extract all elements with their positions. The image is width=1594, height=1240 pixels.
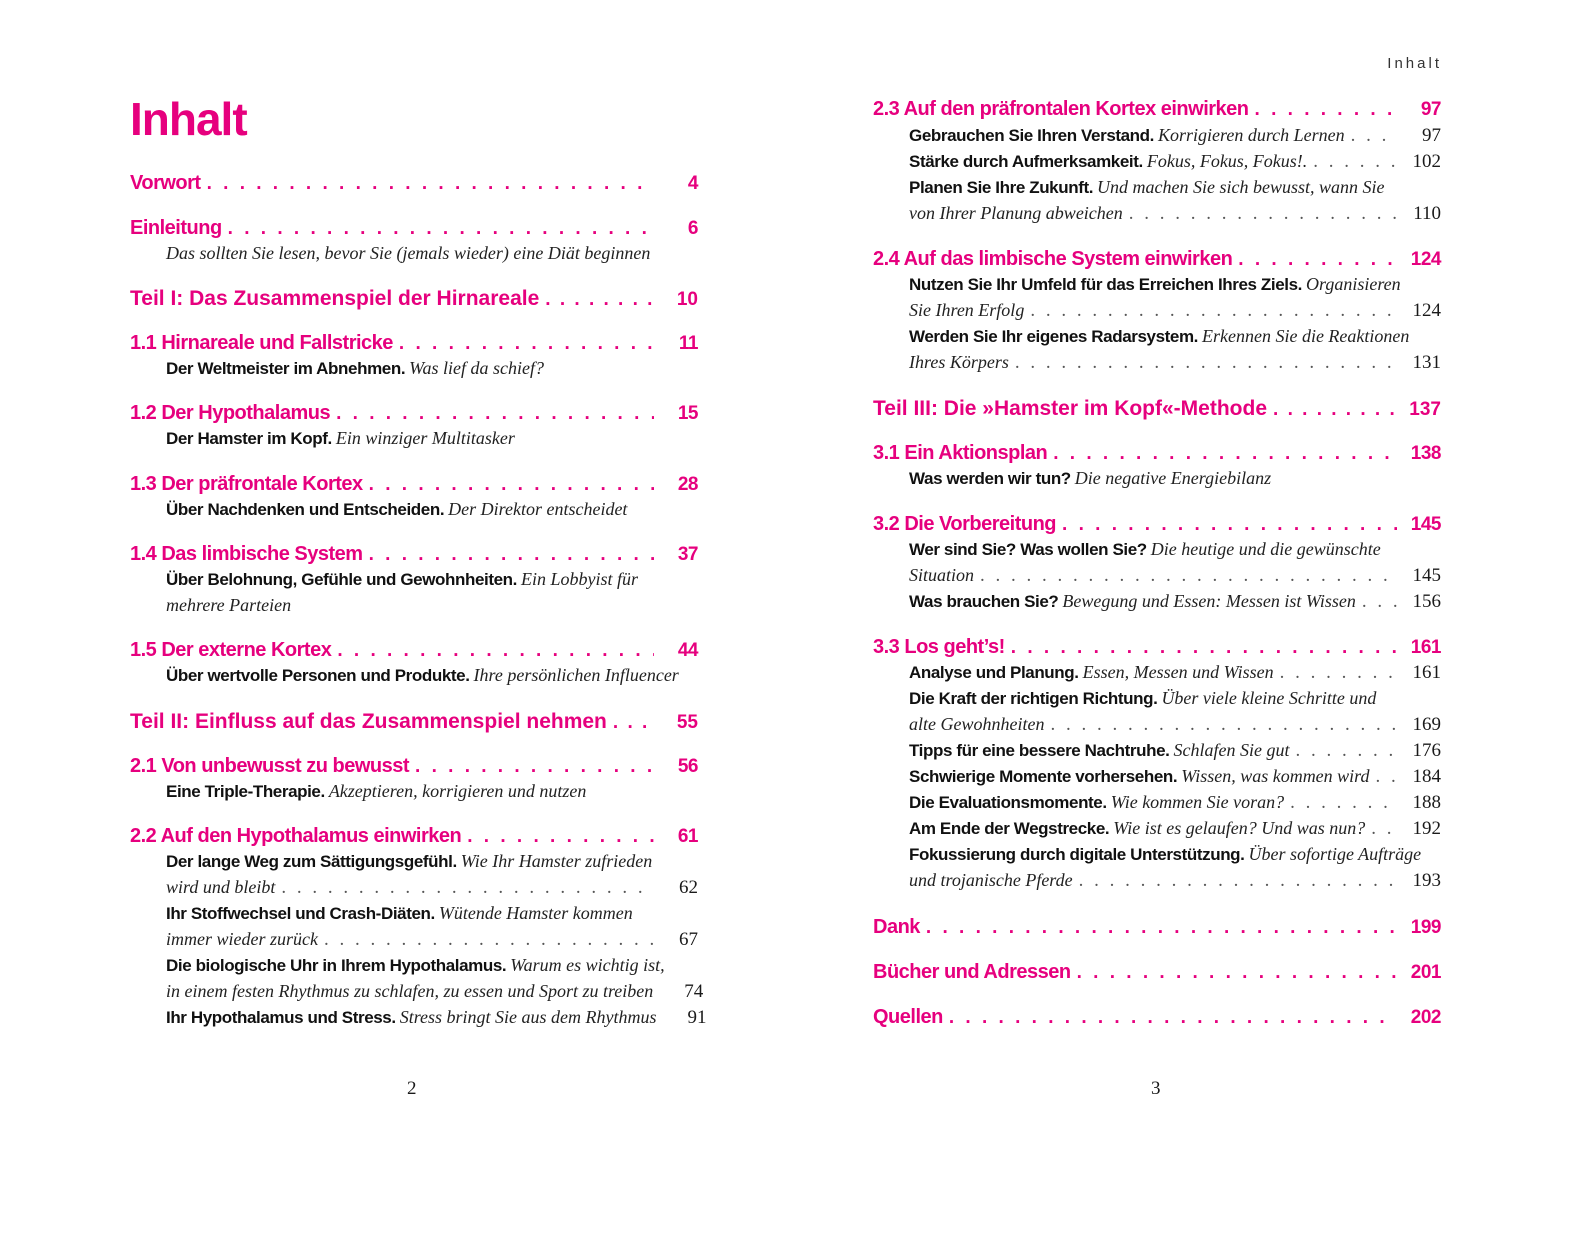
subentry-title: Stärke durch Aufmerksamkeit. xyxy=(909,152,1143,171)
toc-chapter-entry[interactable] xyxy=(130,543,698,569)
toc-right-column xyxy=(873,0,1441,1060)
subentry-subtitle: Ihre persönlichen Influencer xyxy=(473,665,679,685)
leader-dots xyxy=(1238,249,1397,271)
subentry-subtitle: Der Direktor entscheidet xyxy=(448,499,628,519)
toc-subentry-continuation[interactable] xyxy=(873,203,1441,229)
leader-dots xyxy=(1050,714,1397,736)
subentry-subtitle: Und machen Sie sich bewusst, wann Sie xyxy=(1097,177,1385,197)
subentry-text: in einem festen Rhythmus zu schlafen, zu essen und Sport zu treiben xyxy=(166,981,654,1001)
toc-chapter-entry[interactable] xyxy=(130,755,698,781)
leader-dots xyxy=(1280,662,1397,684)
entry-label: 2.2 Auf den Hypothalamus einwirken xyxy=(130,825,462,847)
subentry-subtitle: Über sofortige Aufträge xyxy=(1248,844,1422,864)
subentry-title: Am Ende der Wegstrecke. xyxy=(909,819,1110,838)
entry-page: 110 xyxy=(1413,203,1441,224)
toc-subentry[interactable] xyxy=(873,539,1441,565)
entry-page: 176 xyxy=(1412,740,1441,761)
leader-dots xyxy=(228,218,654,240)
toc-subentry[interactable] xyxy=(873,591,1441,617)
entry-label: 1.3 Der präfrontale Kortex xyxy=(130,473,363,495)
subentry-title: Die Kraft der richtigen Richtung. xyxy=(909,689,1158,708)
entry-page: 201 xyxy=(1410,962,1441,983)
subentry-title: Tipps für eine bessere Nachtruhe. xyxy=(909,741,1170,760)
entry-page: 184 xyxy=(1412,766,1441,787)
leader-dots xyxy=(467,826,654,848)
toc-subentry-continuation[interactable] xyxy=(130,929,698,955)
entry-page: 44 xyxy=(677,640,698,661)
subentry-title: Was brauchen Sie? xyxy=(909,592,1059,611)
leader-dots xyxy=(1362,591,1397,613)
entry-label: 3.3 Los geht’s! xyxy=(873,636,1005,658)
subentry-title: Die biologische Uhr in Ihrem Hypothalamus. xyxy=(166,956,507,975)
toc-subentry[interactable] xyxy=(130,1007,707,1033)
entry-page: 145 xyxy=(1410,514,1441,535)
leader-dots xyxy=(1079,870,1397,892)
entry-page: 202 xyxy=(1410,1007,1441,1028)
entry-label: Bücher und Adressen xyxy=(873,961,1071,983)
toc-subentry-continuation[interactable] xyxy=(873,714,1441,740)
toc-subentry[interactable] xyxy=(873,177,1441,203)
subentry-subtitle: Stress bringt Sie aus dem Rhythmus xyxy=(399,1007,657,1027)
toc-subentry[interactable] xyxy=(130,851,698,877)
toc-subentry[interactable] xyxy=(130,358,698,384)
toc-chapter-entry[interactable] xyxy=(873,248,1441,274)
leader-dots xyxy=(337,640,654,662)
toc-subentry-continuation[interactable] xyxy=(873,565,1441,591)
entry-label: Teil I: Das Zusammenspiel der Hirnareale xyxy=(130,287,540,310)
entry-label: 1.1 Hirnareale und Fallstricke xyxy=(130,332,393,354)
toc-chapter-entry[interactable] xyxy=(130,639,698,665)
subentry-subtitle: Über viele kleine Schritte und xyxy=(1161,688,1377,708)
toc-subentry[interactable] xyxy=(873,125,1441,151)
toc-chapter-entry[interactable] xyxy=(873,98,1441,124)
entry-page: 192 xyxy=(1412,818,1441,839)
entry-label: Einleitung xyxy=(130,217,222,239)
entry-label: Vorwort xyxy=(130,172,201,194)
subentry-subtitle: Die heutige und die gewünschte xyxy=(1150,539,1381,559)
page-number-right: 3 xyxy=(1151,1078,1161,1099)
subentry-subtitle: Organisieren xyxy=(1305,274,1401,294)
toc-chapter-entry[interactable] xyxy=(130,172,698,198)
subentry-subtitle: Korrigieren durch Lernen xyxy=(1157,125,1345,145)
entry-page: 74 xyxy=(684,981,704,1002)
toc-subentry[interactable] xyxy=(130,499,698,525)
toc-chapter-entry[interactable] xyxy=(873,1006,1441,1032)
subentry-title: Der lange Weg zum Sättigungsgefühl. xyxy=(166,852,457,871)
toc-subentry[interactable] xyxy=(873,818,1441,844)
toc-subentry[interactable] xyxy=(130,955,698,981)
entry-label: Quellen xyxy=(873,1006,943,1028)
toc-subentry[interactable] xyxy=(873,662,1441,688)
toc-subentry[interactable] xyxy=(873,326,1441,352)
entry-label: 1.5 Der externe Kortex xyxy=(130,639,332,661)
leader-dots xyxy=(415,756,654,778)
leader-dots xyxy=(1255,99,1397,121)
leader-dots xyxy=(1030,300,1397,322)
leader-dots xyxy=(324,929,654,951)
entry-label: Dank xyxy=(873,916,920,938)
subentry-subtitle: Ein winziger Multitasker xyxy=(335,428,515,448)
entry-page: 62 xyxy=(679,877,698,898)
toc-subentry-continuation[interactable] xyxy=(130,595,698,621)
entry-page: 138 xyxy=(1410,443,1441,464)
subentry-text: Das sollten Sie lesen, bevor Sie (jemals wieder) eine Diät beginnen xyxy=(166,243,651,263)
entry-page: 199 xyxy=(1410,917,1441,938)
leader-dots xyxy=(1011,637,1397,659)
leader-dots xyxy=(1295,740,1397,762)
toc-subentry[interactable] xyxy=(873,688,1441,714)
entry-page: 15 xyxy=(677,403,698,424)
subentry-text: alte Gewohnheiten xyxy=(909,714,1045,734)
subentry-subtitle: Was lief da schief? xyxy=(409,358,544,378)
leader-dots xyxy=(545,289,654,311)
subentry-subtitle: Wie kommen Sie voran? xyxy=(1110,792,1285,812)
toc-subentry[interactable] xyxy=(873,151,1441,177)
leader-dots xyxy=(1015,352,1397,374)
toc-subentry[interactable] xyxy=(873,468,1441,494)
toc-part-entry[interactable] xyxy=(873,397,1441,423)
leader-dots xyxy=(1351,125,1397,147)
entry-page: 97 xyxy=(1422,125,1441,146)
toc-subentry-continuation[interactable] xyxy=(873,870,1441,896)
entry-page: 10 xyxy=(676,289,698,310)
subentry-subtitle: Erkennen Sie die Reaktionen xyxy=(1201,326,1410,346)
toc-subentry[interactable] xyxy=(130,569,698,595)
leader-dots xyxy=(926,917,1397,939)
subentry-title: Der Hamster im Kopf. xyxy=(166,429,332,448)
entry-page: 28 xyxy=(677,474,698,495)
page-title: Inhalt xyxy=(130,93,247,145)
toc-subentry[interactable] xyxy=(873,766,1441,792)
toc-subentry[interactable] xyxy=(130,781,698,807)
subentry-text: Sie Ihren Erfolg xyxy=(909,300,1025,320)
entry-page: 11 xyxy=(678,333,698,354)
leader-dots xyxy=(949,1007,1397,1029)
leader-dots xyxy=(1371,818,1397,840)
leader-dots xyxy=(369,474,654,496)
entry-page: 61 xyxy=(677,826,698,847)
entry-label: 1.4 Das limbische System xyxy=(130,543,363,565)
subentry-title: Über Belohnung, Gefühle und Gewohnheiten. xyxy=(166,570,517,589)
leader-dots xyxy=(1129,203,1397,225)
subentry-subtitle: Wütende Hamster kommen xyxy=(438,903,633,923)
toc-chapter-entry[interactable] xyxy=(873,442,1441,468)
subentry-subtitle: Warum es wichtig ist, xyxy=(510,955,665,975)
subentry-title: Planen Sie Ihre Zukunft. xyxy=(909,178,1094,197)
leader-dots xyxy=(980,565,1397,587)
toc-subentry-continuation[interactable] xyxy=(873,300,1441,326)
subentry-text: und trojanische Pferde xyxy=(909,870,1073,890)
entry-label: Teil III: Die »Hamster im Kopf«-Methode xyxy=(873,397,1268,420)
toc-chapter-entry[interactable] xyxy=(130,825,698,851)
toc-subentry-continuation[interactable] xyxy=(130,243,698,269)
leader-dots xyxy=(1062,514,1397,536)
subentry-title: Werden Sie Ihr eigenes Radarsystem. xyxy=(909,327,1198,346)
toc-subentry-continuation[interactable] xyxy=(873,352,1441,378)
leader-dots xyxy=(1313,151,1397,173)
entry-label: 2.3 Auf den präfrontalen Kortex einwirken xyxy=(873,98,1249,120)
subentry-subtitle: Essen, Messen und Wissen xyxy=(1082,662,1274,682)
entry-label: 2.4 Auf das limbische System einwirken xyxy=(873,248,1233,270)
subentry-text: von Ihrer Planung abweichen xyxy=(909,203,1123,223)
toc-subentry[interactable] xyxy=(873,792,1441,818)
entry-page: 37 xyxy=(677,544,698,565)
entry-page: 193 xyxy=(1412,870,1441,891)
subentry-title: Gebrauchen Sie Ihren Verstand. xyxy=(909,126,1154,145)
toc-subentry[interactable] xyxy=(873,274,1441,300)
leader-dots xyxy=(281,877,654,899)
toc-subentry[interactable] xyxy=(873,844,1441,870)
toc-subentry[interactable] xyxy=(130,428,698,454)
entry-page: 97 xyxy=(1420,99,1441,120)
subentry-title: Über wertvolle Personen und Produkte. xyxy=(166,666,470,685)
entry-page: 131 xyxy=(1412,352,1441,373)
entry-page: 56 xyxy=(677,756,698,777)
leader-dots xyxy=(369,544,654,566)
entry-page: 67 xyxy=(679,929,698,950)
toc-chapter-entry[interactable] xyxy=(130,217,698,243)
entry-page: 161 xyxy=(1412,662,1441,683)
entry-label: 3.2 Die Vorbereitung xyxy=(873,513,1057,535)
leader-dots xyxy=(1376,766,1397,788)
entry-page: 124 xyxy=(1410,249,1441,270)
subentry-subtitle: Fokus, Fokus, Fokus!. xyxy=(1146,151,1308,171)
entry-page: 102 xyxy=(1412,151,1441,172)
subentry-title: Eine Triple-Therapie. xyxy=(166,782,325,801)
toc-chapter-entry[interactable] xyxy=(873,513,1441,539)
subentry-subtitle: Schlafen Sie gut xyxy=(1173,740,1290,760)
entry-page: 4 xyxy=(687,173,698,194)
leader-dots xyxy=(1053,443,1397,465)
entry-page: 188 xyxy=(1412,792,1441,813)
toc-chapter-entry[interactable] xyxy=(873,961,1441,987)
leader-dots xyxy=(399,333,654,355)
entry-label: Teil II: Einfluss auf das Zusammenspiel nehmen xyxy=(130,710,607,733)
page-number-left: 2 xyxy=(407,1078,417,1099)
subentry-subtitle: Wie ist es gelaufen? Und was nun? xyxy=(1113,818,1366,838)
entry-page: 156 xyxy=(1412,591,1441,612)
leader-dots xyxy=(613,712,654,734)
entry-page: 124 xyxy=(1412,300,1441,321)
entry-label: 3.1 Ein Aktionsplan xyxy=(873,442,1048,464)
leader-dots xyxy=(1273,399,1397,421)
subentry-title: Ihr Hypothalamus und Stress. xyxy=(166,1008,396,1027)
toc-part-entry[interactable] xyxy=(130,287,698,313)
subentry-title: Was werden wir tun? xyxy=(909,469,1071,488)
subentry-title: Analyse und Planung. xyxy=(909,663,1079,682)
toc-chapter-entry[interactable] xyxy=(130,402,698,428)
entry-page: 55 xyxy=(676,712,698,733)
toc-subentry[interactable] xyxy=(130,665,698,691)
leader-dots xyxy=(207,173,654,195)
subentry-text: mehrere Parteien xyxy=(166,595,292,615)
subentry-title: Ihr Stoffwechsel und Crash-Diäten. xyxy=(166,904,435,923)
subentry-subtitle: Bewegung und Essen: Messen ist Wissen xyxy=(1062,591,1356,611)
subentry-subtitle: Die negative Energiebilanz xyxy=(1074,468,1272,488)
entry-page: 145 xyxy=(1412,565,1441,586)
toc-subentry-continuation[interactable] xyxy=(130,981,704,1007)
entry-page: 169 xyxy=(1412,714,1441,735)
toc-chapter-entry[interactable] xyxy=(873,636,1441,662)
toc-chapter-entry[interactable] xyxy=(873,916,1441,942)
toc-chapter-entry[interactable] xyxy=(130,473,698,499)
subentry-text: Ihres Körpers xyxy=(909,352,1009,372)
entry-page: 137 xyxy=(1409,399,1441,420)
subentry-subtitle: Wissen, was kommen wird xyxy=(1181,766,1370,786)
toc-subentry-continuation[interactable] xyxy=(130,877,698,903)
toc-subentry[interactable] xyxy=(873,740,1441,766)
toc-subentry[interactable] xyxy=(130,903,698,929)
toc-left-column xyxy=(130,0,707,1060)
subentry-subtitle: Wie Ihr Hamster zufrieden xyxy=(460,851,653,871)
subentry-text: wird und bleibt xyxy=(166,877,276,897)
leader-dots xyxy=(1290,792,1397,814)
subentry-subtitle: Akzeptieren, korrigieren und nutzen xyxy=(328,781,587,801)
leader-dots xyxy=(336,403,654,425)
entry-label: 2.1 Von unbewusst zu bewusst xyxy=(130,755,410,777)
entry-page: 91 xyxy=(687,1007,707,1028)
subentry-text: Situation xyxy=(909,565,975,585)
toc-part-entry[interactable] xyxy=(130,710,698,736)
subentry-title: Über Nachdenken und Entscheiden. xyxy=(166,500,445,519)
subentry-title: Fokussierung durch digitale Unterstützung. xyxy=(909,845,1245,864)
leader-dots xyxy=(1077,962,1397,984)
subentry-subtitle: Ein Lobbyist für xyxy=(521,569,639,589)
subentry-text: immer wieder zurück xyxy=(166,929,318,949)
running-head: Inhalt xyxy=(1387,55,1442,72)
entry-label: 1.2 Der Hypothalamus xyxy=(130,402,331,424)
subentry-title: Schwierige Momente vorhersehen. xyxy=(909,767,1178,786)
subentry-title: Der Weltmeister im Abnehmen. xyxy=(166,359,406,378)
toc-chapter-entry[interactable] xyxy=(130,332,698,358)
entry-page: 6 xyxy=(687,218,698,239)
subentry-title: Wer sind Sie? Was wollen Sie? xyxy=(909,540,1147,559)
subentry-title: Die Evaluationsmomente. xyxy=(909,793,1107,812)
entry-page: 161 xyxy=(1410,637,1441,658)
subentry-title: Nutzen Sie Ihr Umfeld für das Erreichen Ihres Ziels. xyxy=(909,275,1302,294)
